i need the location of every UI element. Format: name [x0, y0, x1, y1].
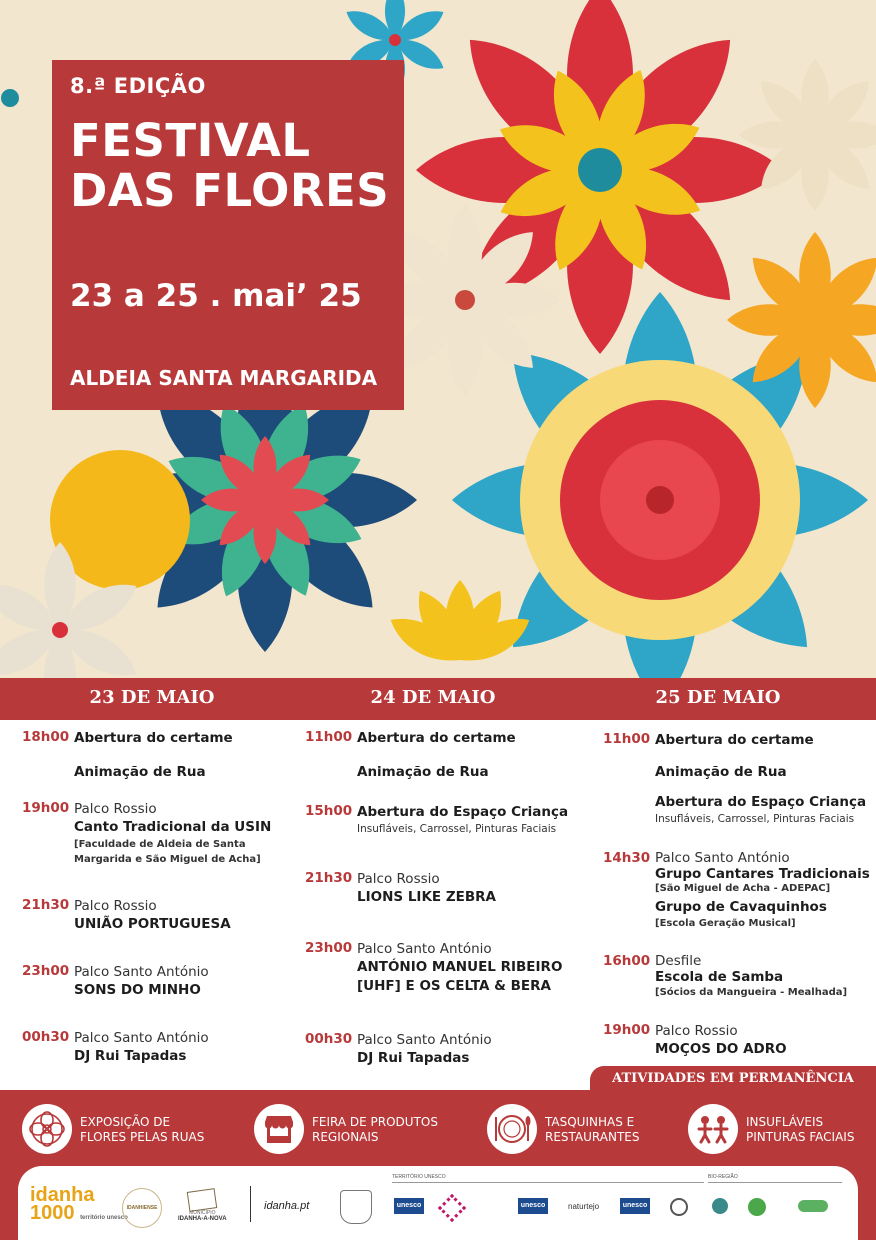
logo-divider: [250, 1186, 251, 1222]
event-name: Abertura do Espaço Criança: [655, 794, 867, 810]
website-link[interactable]: idanha.pt: [264, 1200, 310, 1212]
activity-text: INSUFLÁVEIS PINTURAS FACIAIS: [746, 1115, 855, 1144]
bio-regiao-label: BIO-REGIÃO: [708, 1174, 738, 1180]
event-name: SONS DO MINHO: [74, 982, 201, 998]
event-venue: Palco Rossio: [74, 801, 157, 817]
geopark-logo: [670, 1198, 688, 1216]
unesco-logo-1: unesco: [394, 1198, 424, 1214]
event-note: [Faculdade de Aldeia de Santa: [74, 839, 246, 850]
event-note: Margarida e São Miguel de Acha]: [74, 854, 261, 865]
event-time: 15h00: [305, 803, 353, 819]
event-time: 00h30: [22, 1029, 70, 1045]
partner-logos: [18, 1166, 858, 1240]
unesco-logo-2: unesco: [518, 1198, 548, 1214]
event-venue: Palco Santo António: [655, 850, 790, 866]
day-header-25: 25 DE MAIO: [655, 687, 781, 708]
event-time: 23h00: [22, 963, 70, 979]
naturtejo-logo: naturtejo: [568, 1202, 600, 1211]
event-note: Insufláveis, Carrossel, Pinturas Faciais: [357, 823, 557, 835]
day-header-23: 23 DE MAIO: [89, 687, 215, 708]
municipal-crest-icon: [340, 1190, 372, 1224]
event-venue: Desfile: [655, 953, 702, 969]
event-name: Escola de Samba: [655, 969, 784, 985]
plate-cutlery-icon: [487, 1104, 537, 1154]
event-time: 11h00: [603, 731, 651, 747]
festival-dates: 23 a 25 . mai’ 25: [70, 278, 362, 314]
event-time: 11h00: [305, 729, 353, 745]
idanhiense-logo: IDANHIENSE: [122, 1188, 162, 1228]
festival-location: ALDEIA SANTA MARGARIDA: [70, 366, 378, 390]
event-time: 14h30: [603, 850, 651, 866]
event-name: Abertura do certame: [74, 730, 233, 746]
event-time: 19h00: [22, 800, 70, 816]
event-venue: Palco Santo António: [357, 941, 492, 957]
event-note: [Sócios da Mangueira - Mealhada]: [655, 987, 848, 998]
event-note: [São Miguel de Acha - ADEPAC]: [655, 883, 831, 894]
event-note: Insufláveis, Carrossel, Pinturas Faciais: [655, 813, 855, 825]
flower-icon: [22, 1104, 72, 1154]
event-name: Animação de Rua: [357, 764, 489, 780]
unesco-logo-3: unesco: [620, 1198, 650, 1214]
bio-logo-1: [712, 1198, 728, 1214]
event-note: [Escola Geração Musical]: [655, 918, 796, 929]
event-name: Abertura do certame: [357, 730, 516, 746]
idanha-creative-city-logo: [438, 1194, 466, 1222]
event-name: Canto Tradicional da USIN: [74, 819, 272, 835]
event-venue: Palco Rossio: [655, 1023, 738, 1039]
edition-label: 8.ª EDIÇÃO: [70, 74, 206, 98]
event-time: 19h00: [603, 1022, 651, 1038]
permanent-activities-title: ATIVIDADES EM PERMANÊNCIA: [590, 1066, 876, 1092]
event-time: 00h30: [305, 1031, 353, 1047]
event-time: 16h00: [603, 953, 651, 969]
activity-text: EXPOSIÇÃO DE FLORES PELAS RUAS: [80, 1115, 205, 1144]
event-venue: Palco Rossio: [357, 871, 440, 887]
event-venue: Palco Santo António: [74, 964, 209, 980]
territorio-unesco-label: TERRITÓRIO UNESCO: [392, 1174, 446, 1180]
event-name: MOÇOS DO ADRO: [655, 1041, 787, 1057]
activity-text: TASQUINHAS E RESTAURANTES: [545, 1115, 640, 1144]
bio-divider: [708, 1182, 842, 1183]
title-line-1: FESTIVAL: [70, 114, 311, 167]
event-name: Grupo Cantares Tradicionais: [655, 866, 870, 882]
unesco-divider: [392, 1182, 704, 1183]
day-header-bar: [0, 678, 876, 720]
event-name: DJ Rui Tapadas: [357, 1050, 470, 1066]
municipio-logo: MUNICÍPIO IDANHA-A-NOVA: [178, 1190, 227, 1222]
event-venue: Palco Santo António: [357, 1032, 492, 1048]
event-name-line2: [UHF] E OS CELTA & BERA: [357, 978, 551, 994]
event-time: 18h00: [22, 729, 70, 745]
municipio-emblem-icon: [187, 1188, 218, 1212]
event-time: 21h30: [22, 897, 70, 913]
event-name: Animação de Rua: [74, 764, 206, 780]
event-name: Animação de Rua: [655, 764, 787, 780]
event-time: 23h00: [305, 940, 353, 956]
event-name: ANTÓNIO MANUEL RIBEIRO: [357, 959, 563, 975]
title-line-2: DAS FLORES: [70, 164, 390, 217]
schedule: [0, 720, 876, 1086]
festival-title: [70, 116, 389, 216]
festival-title-box: [52, 60, 404, 410]
event-venue: Palco Rossio: [74, 898, 157, 914]
event-name-line2: Grupo de Cavaquinhos: [655, 899, 827, 915]
event-name: Abertura do Espaço Criança: [357, 804, 569, 820]
children-icon: [688, 1104, 738, 1154]
bio-logo-2: [748, 1198, 766, 1216]
event-venue: Palco Santo António: [74, 1030, 209, 1046]
event-name: UNIÃO PORTUGUESA: [74, 916, 231, 932]
event-name: LIONS LIKE ZEBRA: [357, 889, 496, 905]
event-name: Abertura do certame: [655, 732, 814, 748]
activity-text: FEIRA DE PRODUTOS REGIONAIS: [312, 1115, 438, 1144]
market-stall-icon: [254, 1104, 304, 1154]
event-time: 21h30: [305, 870, 353, 886]
day-header-24: 24 DE MAIO: [370, 687, 496, 708]
idanha-1000-logo: idanha 1000 território unesco: [30, 1184, 128, 1224]
event-name: DJ Rui Tapadas: [74, 1048, 187, 1064]
bio-logo-3: [798, 1200, 828, 1212]
